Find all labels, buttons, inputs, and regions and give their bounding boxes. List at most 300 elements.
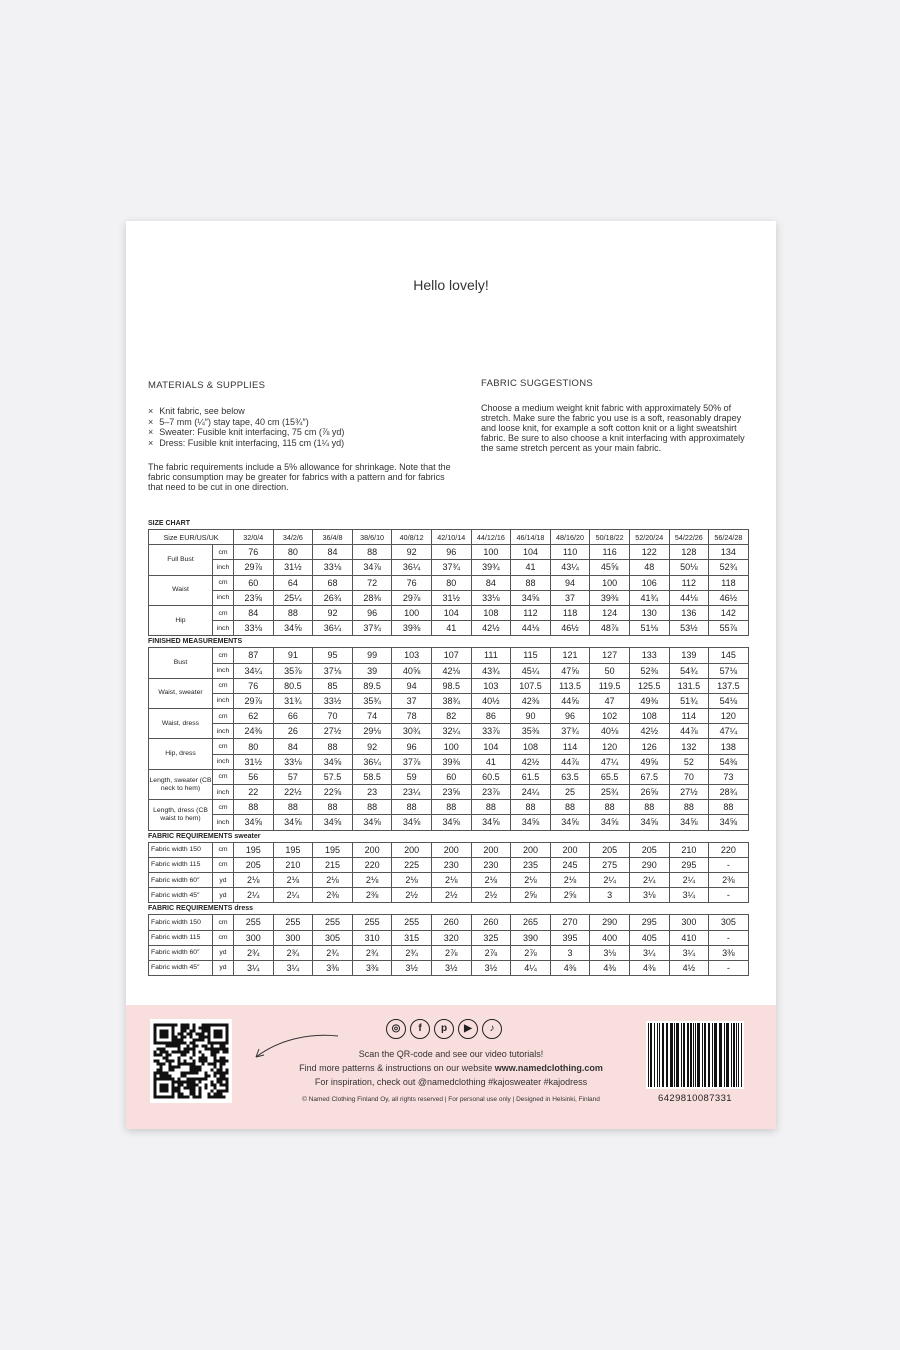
table-row: [149, 605, 749, 620]
value-cell: 96: [392, 739, 432, 754]
barcode: [646, 1021, 744, 1089]
value-cell: 39: [352, 663, 392, 678]
value-cell: 136: [669, 605, 709, 620]
value-cell: 84: [234, 605, 274, 620]
value-cell: 4⅜: [550, 960, 590, 975]
instagram-icon[interactable]: ◎: [386, 1019, 406, 1039]
value-cell: 3½: [431, 960, 471, 975]
value-cell: 104: [511, 545, 551, 560]
value-cell: 88: [313, 739, 353, 754]
unit-cell: inch: [213, 815, 234, 830]
value-cell: 45¼: [511, 663, 551, 678]
value-cell: 100: [392, 605, 432, 620]
value-cell: 395: [550, 930, 590, 945]
table-row: [149, 590, 749, 605]
table-row: [149, 724, 749, 739]
value-cell: 205: [629, 842, 669, 857]
value-cell: 119.5: [590, 678, 630, 693]
value-cell: 36¼: [313, 621, 353, 636]
value-cell: 24¼: [511, 785, 551, 800]
value-cell: -: [709, 857, 749, 872]
value-cell: 255: [273, 915, 313, 930]
value-cell: 68: [313, 575, 353, 590]
value-cell: 130: [629, 605, 669, 620]
value-cell: 2⅝: [550, 888, 590, 903]
value-cell: 44⅞: [550, 754, 590, 769]
value-cell: 33½: [313, 693, 353, 708]
value-cell: 3¼: [234, 960, 274, 975]
row-label: Length, sweater (CB neck to hem): [149, 769, 213, 799]
value-cell: 35⅜: [511, 724, 551, 739]
value-cell: 37¾: [431, 560, 471, 575]
value-cell: 73: [709, 769, 749, 784]
fabric-heading: FABRIC SUGGESTIONS: [481, 378, 594, 389]
finished-title: FINISHED MEASUREMENTS: [148, 638, 243, 646]
value-cell: 255: [234, 915, 274, 930]
value-cell: 34⅝: [313, 815, 353, 830]
qr-code[interactable]: [150, 1019, 232, 1103]
footer: [126, 1005, 776, 1129]
value-cell: 102: [590, 709, 630, 724]
value-cell: 114: [669, 709, 709, 724]
materials-list: [148, 406, 344, 448]
value-cell: 82: [431, 709, 471, 724]
size-header: 42/10/14: [431, 530, 471, 545]
value-cell: 2⅝: [511, 888, 551, 903]
value-cell: 4⅜: [629, 960, 669, 975]
table-row: [149, 815, 749, 830]
value-cell: 39¾: [471, 560, 511, 575]
value-cell: 205: [590, 842, 630, 857]
value-cell: 51¾: [669, 693, 709, 708]
value-cell: 49⅝: [629, 754, 669, 769]
value-cell: 37: [392, 693, 432, 708]
value-cell: 22½: [273, 785, 313, 800]
value-cell: 137.5: [709, 678, 749, 693]
value-cell: 84: [313, 545, 353, 560]
value-cell: 2⅜: [352, 888, 392, 903]
materials-note: The fabric requirements include a 5% allowance for shrinkage. Note that the fabric consumption may be greater for fabrics with a pattern and for fabrics that need to be cut in one direction.: [148, 462, 451, 492]
value-cell: 88: [273, 605, 313, 620]
value-cell: 195: [313, 842, 353, 857]
unit-cell: inch: [213, 560, 234, 575]
value-cell: 2¾: [273, 945, 313, 960]
value-cell: 3½: [471, 960, 511, 975]
table-row: [149, 663, 749, 678]
value-cell: 44⅞: [669, 724, 709, 739]
table-row: [149, 754, 749, 769]
copyright: © Named Clothing Finland Oy, all rights reserved | For personal use only | Designed in Helsinki, Finland: [302, 1096, 600, 1103]
value-cell: 47¼: [709, 724, 749, 739]
value-cell: 89.5: [352, 678, 392, 693]
value-cell: 29⅛: [352, 724, 392, 739]
table-row: [149, 785, 749, 800]
value-cell: 52⅜: [629, 663, 669, 678]
unit-cell: cm: [213, 857, 234, 872]
value-cell: 34⅝: [709, 815, 749, 830]
row-label: Full Bust: [149, 545, 213, 575]
unit-cell: inch: [213, 590, 234, 605]
row-label: Hip, dress: [149, 739, 213, 769]
value-cell: 260: [431, 915, 471, 930]
value-cell: 122: [629, 545, 669, 560]
value-cell: 2⅜: [709, 872, 749, 887]
table-row: [149, 709, 749, 724]
value-cell: 28⅜: [352, 590, 392, 605]
unit-cell: yd: [213, 945, 234, 960]
footer-line-3: For inspiration, check out @namedclothing #kajosweater #kajodress: [314, 1077, 588, 1087]
unit-cell: yd: [213, 872, 234, 887]
value-cell: 88: [313, 800, 353, 815]
social-icons: [386, 1019, 502, 1039]
value-cell: 142: [709, 605, 749, 620]
value-cell: 30¾: [392, 724, 432, 739]
unit-cell: cm: [213, 739, 234, 754]
value-cell: 84: [273, 739, 313, 754]
value-cell: 210: [273, 857, 313, 872]
value-cell: 52¾: [709, 560, 749, 575]
value-cell: 410: [669, 930, 709, 945]
value-cell: 72: [352, 575, 392, 590]
value-cell: 45⅝: [590, 560, 630, 575]
value-cell: 58.5: [352, 769, 392, 784]
value-cell: 3¼: [629, 945, 669, 960]
value-cell: 34⅝: [392, 815, 432, 830]
value-cell: 255: [392, 915, 432, 930]
value-cell: 44⅛: [669, 590, 709, 605]
value-cell: 3½: [392, 960, 432, 975]
unit-cell: inch: [213, 663, 234, 678]
materials-item: × Sweater: Fusible knit interfacing, 75 cm (⅞ yd): [148, 427, 344, 438]
value-cell: 4¼: [511, 960, 551, 975]
value-cell: 300: [669, 915, 709, 930]
value-cell: 46½: [550, 621, 590, 636]
size-header: 36/4/8: [313, 530, 353, 545]
value-cell: 300: [273, 930, 313, 945]
value-cell: 88: [709, 800, 749, 815]
value-cell: 34⅝: [234, 815, 274, 830]
value-cell: 27½: [669, 785, 709, 800]
table-row: [149, 560, 749, 575]
value-cell: 2⅛: [392, 872, 432, 887]
value-cell: 108: [511, 739, 551, 754]
value-cell: 139: [669, 648, 709, 663]
value-cell: 2½: [392, 888, 432, 903]
value-cell: 61.5: [511, 769, 551, 784]
value-cell: 33⅛: [273, 754, 313, 769]
value-cell: 127: [590, 648, 630, 663]
value-cell: 114: [550, 739, 590, 754]
unit-cell: cm: [213, 930, 234, 945]
value-cell: 88: [669, 800, 709, 815]
value-cell: 3: [590, 888, 630, 903]
value-cell: 2⅛: [313, 872, 353, 887]
value-cell: 40½: [471, 693, 511, 708]
value-cell: 80: [234, 739, 274, 754]
value-cell: 115: [511, 648, 551, 663]
value-cell: 92: [352, 739, 392, 754]
size-header: 44/12/16: [471, 530, 511, 545]
value-cell: 33⅞: [471, 724, 511, 739]
unit-cell: cm: [213, 545, 234, 560]
table-row: [149, 872, 749, 887]
row-label: Bust: [149, 648, 213, 678]
pinterest-icon[interactable]: p: [434, 1019, 454, 1039]
value-cell: 57.5: [313, 769, 353, 784]
table-row: [149, 769, 749, 784]
value-cell: 86: [471, 709, 511, 724]
size-chart-table: [148, 529, 749, 636]
table-row: [149, 648, 749, 663]
value-cell: 110: [550, 545, 590, 560]
value-cell: 87: [234, 648, 274, 663]
value-cell: 112: [511, 605, 551, 620]
size-header: 38/6/10: [352, 530, 392, 545]
value-cell: 260: [471, 915, 511, 930]
size-header: 32/0/4: [234, 530, 274, 545]
row-label: Waist, sweater: [149, 678, 213, 708]
value-cell: 325: [471, 930, 511, 945]
value-cell: 42½: [471, 621, 511, 636]
youtube-icon[interactable]: ▶: [458, 1019, 478, 1039]
value-cell: 235: [511, 857, 551, 872]
size-header: 56/24/28: [709, 530, 749, 545]
value-cell: 315: [392, 930, 432, 945]
value-cell: 245: [550, 857, 590, 872]
value-cell: 200: [471, 842, 511, 857]
value-cell: 2¾: [392, 945, 432, 960]
value-cell: 54¾: [669, 663, 709, 678]
value-cell: 35¾: [352, 693, 392, 708]
unit-cell: inch: [213, 785, 234, 800]
fabric-dress-title: FABRIC REQUIREMENTS dress: [148, 905, 254, 913]
row-label: Fabric width 150: [149, 915, 213, 930]
materials-item: × Knit fabric, see below: [148, 406, 344, 417]
unit-cell: inch: [213, 754, 234, 769]
row-label: Hip: [149, 605, 213, 635]
value-cell: 230: [471, 857, 511, 872]
value-cell: 50: [590, 663, 630, 678]
value-cell: 80.5: [273, 678, 313, 693]
unit-cell: cm: [213, 769, 234, 784]
value-cell: 76: [234, 678, 274, 693]
value-cell: 2⅛: [431, 872, 471, 887]
value-cell: 126: [629, 739, 669, 754]
value-cell: 36¼: [352, 754, 392, 769]
value-cell: 60.5: [471, 769, 511, 784]
value-cell: 47⅝: [550, 663, 590, 678]
value-cell: 39⅜: [590, 590, 630, 605]
value-cell: 36¼: [392, 560, 432, 575]
row-label: Fabric width 150: [149, 842, 213, 857]
value-cell: 2¾: [234, 945, 274, 960]
table-row: [149, 575, 749, 590]
value-cell: 112: [669, 575, 709, 590]
value-cell: 37⅞: [392, 754, 432, 769]
value-cell: 88: [392, 800, 432, 815]
value-cell: 116: [590, 545, 630, 560]
unit-cell: yd: [213, 888, 234, 903]
value-cell: 2⅞: [431, 945, 471, 960]
value-cell: 3¼: [669, 888, 709, 903]
value-cell: 104: [471, 739, 511, 754]
value-cell: 215: [313, 857, 353, 872]
value-cell: 220: [352, 857, 392, 872]
value-cell: 310: [352, 930, 392, 945]
value-cell: 103: [471, 678, 511, 693]
value-cell: 34⅝: [471, 815, 511, 830]
value-cell: 78: [392, 709, 432, 724]
value-cell: 29⅞: [234, 693, 274, 708]
value-cell: 22⅝: [313, 785, 353, 800]
value-cell: 2¼: [590, 872, 630, 887]
value-cell: 133: [629, 648, 669, 663]
value-cell: 2⅛: [550, 872, 590, 887]
fabric-dress-table: [148, 914, 749, 976]
value-cell: 2¼: [273, 888, 313, 903]
value-cell: 200: [392, 842, 432, 857]
value-cell: 34⅝: [352, 815, 392, 830]
value-cell: 2¾: [352, 945, 392, 960]
materials-heading: MATERIALS & SUPPLIES: [148, 380, 266, 391]
table-row: [149, 888, 749, 903]
value-cell: 205: [234, 857, 274, 872]
value-cell: 118: [550, 605, 590, 620]
value-cell: 34⅝: [511, 815, 551, 830]
value-cell: 3¼: [669, 945, 709, 960]
tiktok-icon[interactable]: ♪: [482, 1019, 502, 1039]
size-header: 52/20/24: [629, 530, 669, 545]
value-cell: 2¼: [234, 888, 274, 903]
value-cell: 290: [590, 915, 630, 930]
value-cell: 23⅞: [471, 785, 511, 800]
value-cell: 46½: [709, 590, 749, 605]
row-label: Fabric width 115: [149, 930, 213, 945]
value-cell: 40⅛: [590, 724, 630, 739]
value-cell: 145: [709, 648, 749, 663]
value-cell: 35⅞: [273, 663, 313, 678]
value-cell: 3⅜: [709, 945, 749, 960]
greeting: Hello lovely!: [413, 277, 489, 293]
value-cell: 41: [471, 754, 511, 769]
materials-item: × 5–7 mm (¼″) stay tape, 40 cm (15¾″): [148, 417, 344, 428]
value-cell: 128: [669, 545, 709, 560]
value-cell: 29⅞: [392, 590, 432, 605]
value-cell: 111: [471, 648, 511, 663]
footer-line-1: Scan the QR-code and see our video tutorials!: [358, 1049, 544, 1059]
value-cell: 47: [590, 693, 630, 708]
value-cell: 400: [590, 930, 630, 945]
value-cell: 37: [550, 590, 590, 605]
value-cell: 42⅜: [511, 693, 551, 708]
row-label: Length, dress (CB waist to hem): [149, 800, 213, 830]
value-cell: 66: [273, 709, 313, 724]
value-cell: 2¼: [669, 872, 709, 887]
value-cell: 88: [352, 800, 392, 815]
value-cell: 220: [709, 842, 749, 857]
website-link[interactable]: www.namedclothing.com: [494, 1063, 603, 1073]
value-cell: 25¾: [590, 785, 630, 800]
value-cell: 3⅛: [629, 888, 669, 903]
value-cell: -: [709, 930, 749, 945]
value-cell: 50⅛: [669, 560, 709, 575]
value-cell: 295: [669, 857, 709, 872]
value-cell: 52: [669, 754, 709, 769]
value-cell: 300: [234, 930, 274, 945]
value-cell: 88: [550, 800, 590, 815]
value-cell: 92: [392, 545, 432, 560]
table-row: [149, 930, 749, 945]
value-cell: 37¾: [352, 621, 392, 636]
table-row: [149, 842, 749, 857]
value-cell: 405: [629, 930, 669, 945]
value-cell: 270: [550, 915, 590, 930]
value-cell: 88: [590, 800, 630, 815]
value-cell: 2⅛: [234, 872, 274, 887]
value-cell: 103: [392, 648, 432, 663]
size-chart-title: SIZE CHART: [148, 520, 190, 527]
value-cell: 62: [234, 709, 274, 724]
size-header: 50/18/22: [590, 530, 630, 545]
value-cell: 64: [273, 575, 313, 590]
value-cell: 100: [431, 739, 471, 754]
value-cell: 100: [590, 575, 630, 590]
value-cell: 85: [313, 678, 353, 693]
value-cell: 49⅜: [629, 693, 669, 708]
unit-cell: yd: [213, 960, 234, 975]
value-cell: 55⅞: [709, 621, 749, 636]
value-cell: 290: [629, 857, 669, 872]
value-cell: 2½: [431, 888, 471, 903]
value-cell: 200: [352, 842, 392, 857]
value-cell: 108: [471, 605, 511, 620]
value-cell: 34⅝: [590, 815, 630, 830]
value-cell: 74: [352, 709, 392, 724]
value-cell: 2⅞: [511, 945, 551, 960]
value-cell: 31½: [431, 590, 471, 605]
value-cell: -: [709, 888, 749, 903]
value-cell: 31½: [234, 754, 274, 769]
value-cell: 23¼: [392, 785, 432, 800]
value-cell: 88: [471, 800, 511, 815]
value-cell: 108: [629, 709, 669, 724]
size-label: Size EUR/US/UK: [149, 530, 234, 545]
value-cell: 33⅛: [234, 621, 274, 636]
table-row: [149, 678, 749, 693]
size-header: 40/8/12: [392, 530, 432, 545]
value-cell: 41: [431, 621, 471, 636]
value-cell: 34⅝: [273, 815, 313, 830]
value-cell: 29⅞: [234, 560, 274, 575]
value-cell: 27½: [313, 724, 353, 739]
facebook-icon[interactable]: f: [410, 1019, 430, 1039]
value-cell: 107: [431, 648, 471, 663]
value-cell: 48: [629, 560, 669, 575]
value-cell: 60: [234, 575, 274, 590]
value-cell: 195: [273, 842, 313, 857]
value-cell: 23⅝: [431, 785, 471, 800]
value-cell: 42½: [511, 754, 551, 769]
value-cell: 80: [431, 575, 471, 590]
table-row: [149, 945, 749, 960]
value-cell: 76: [234, 545, 274, 560]
value-cell: 90: [511, 709, 551, 724]
unit-cell: inch: [213, 724, 234, 739]
value-cell: 2⅜: [313, 888, 353, 903]
value-cell: 225: [392, 857, 432, 872]
value-cell: 42⅛: [431, 663, 471, 678]
value-cell: 106: [629, 575, 669, 590]
